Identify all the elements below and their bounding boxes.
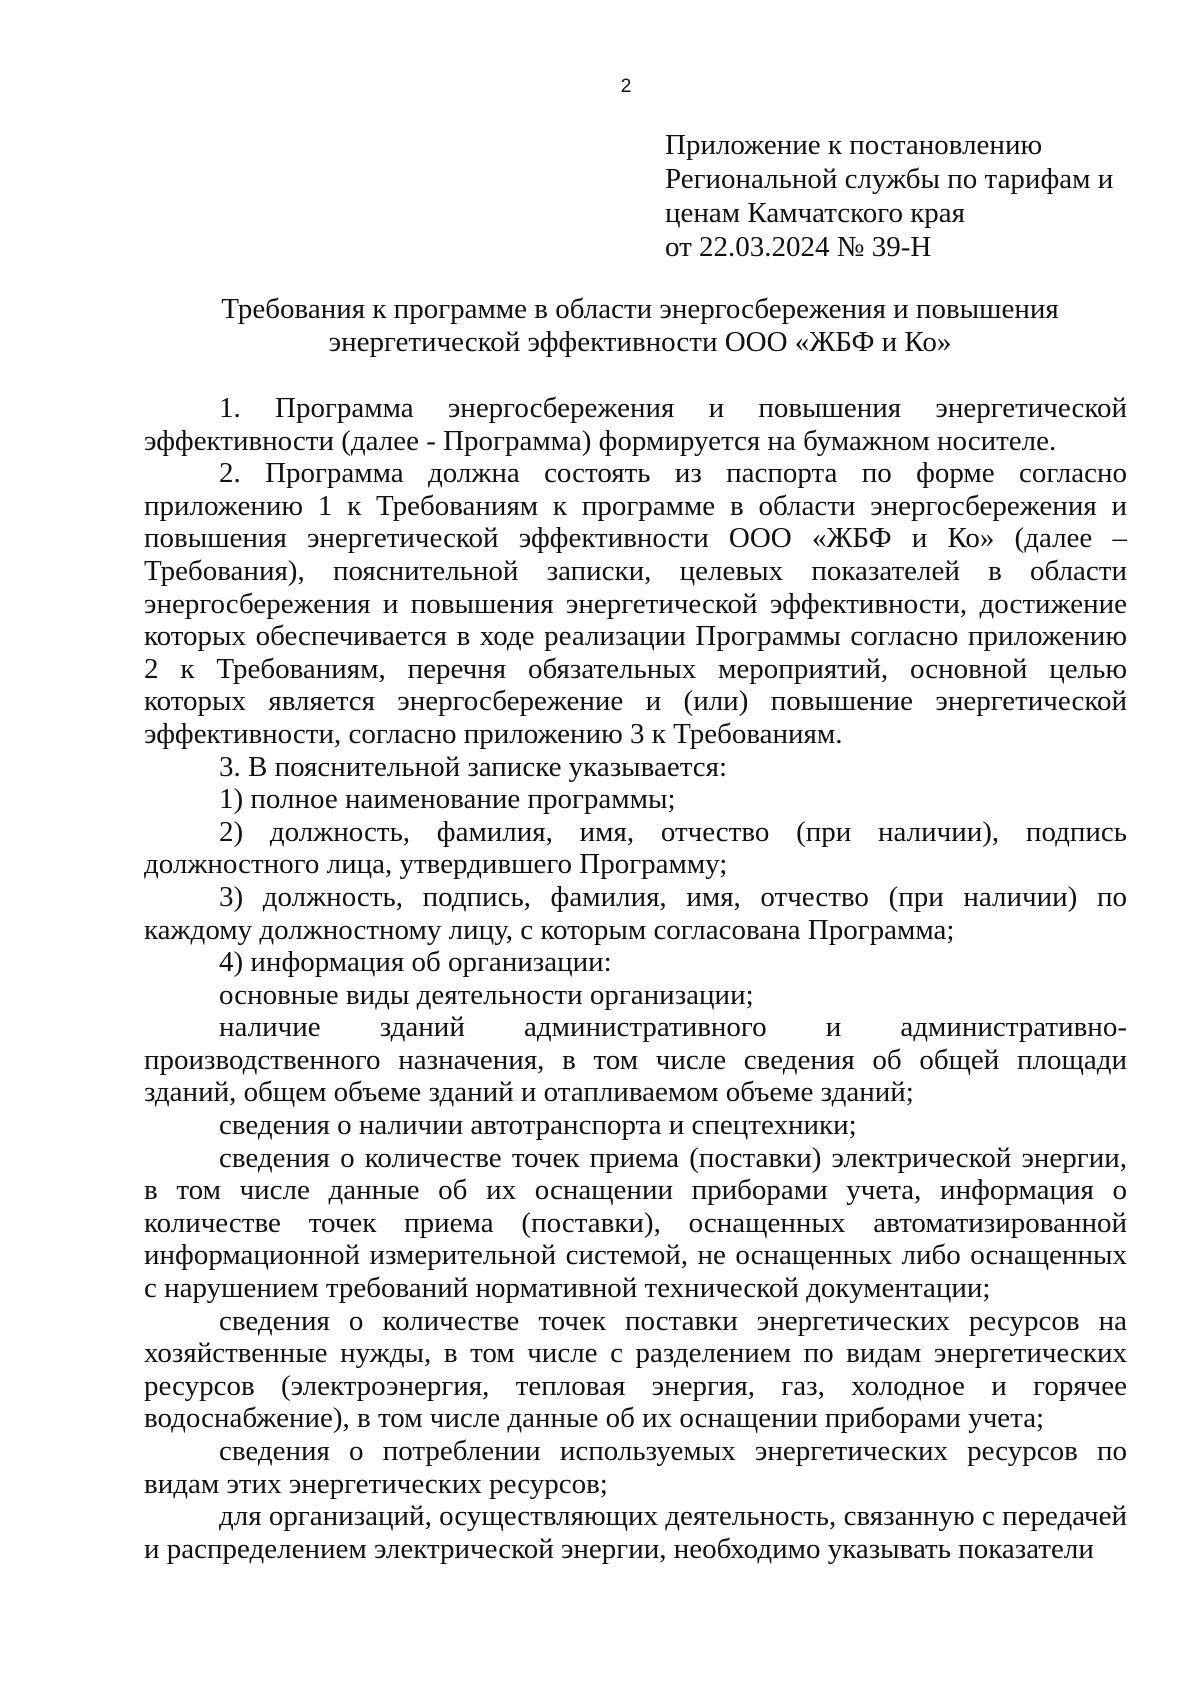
title-line: энергетической эффективности ООО «ЖБФ и Ко» xyxy=(328,326,952,358)
page-number: 2 xyxy=(620,76,632,97)
annex-block xyxy=(665,128,1113,264)
annex-line: Региональной службы по тарифам и xyxy=(665,163,1114,195)
sub-item-electric-points: сведения о количестве точек приема (поставки) электрической энергии, в том числе данные об их оснащении приборами учета, информация о количестве точек приема (поставки), оснащенных автоматизированной информационной измерительной системой, не оснащенных либо оснащенных с нарушением требований нормативной технической документации; xyxy=(144,1141,1127,1305)
paragraph-2: 2. Программа должна состоять из паспорта по форме согласно приложению 1 к Требованиям к программе в области энергосбережения и повышения энергетической эффективности ООО «ЖБФ и Ко» (далее – Требования), пояснительной записки, целевых показателей в области энергосбережения и повышения энергетической эффективности, достижение которых обеспечивается в ходе реализации Программы согласно приложению 2 к Требованиям, перечня обязательных мероприятий, основной целью которых является энергосбережение и (или) повышение энергетической эффективности, согласно приложению 3 к Требованиям. xyxy=(144,457,1127,750)
annex-line: от 22.03.2024 № 39-Н xyxy=(665,231,932,263)
list-item-3: 3) должность, подпись, фамилия, имя, отчество (при наличии) по каждому должностному лицу, с которым согласована Программа; xyxy=(144,880,1127,946)
sub-item-supply-points: сведения о количестве точек поставки энергетических ресурсов на хозяйственные нужды, в том числе с разделением по видам энергетических ресурсов (электроэнергия, тепловая энергия, газ, холодное и горячее водоснабжение), в том числе данные об их оснащении приборами учета; xyxy=(144,1304,1127,1435)
sub-item-vehicles: сведения о наличии автотранспорта и спецтехники; xyxy=(219,1109,857,1142)
sub-item-consumption: сведения о потреблении используемых энергетических ресурсов по видам этих энергетических ресурсов; xyxy=(144,1435,1127,1500)
sub-item-buildings: наличие зданий административного и административно-производственного назначения, в том числе сведения об общей площади зданий, общем объеме зданий и отапливаемом объеме зданий; xyxy=(144,1011,1127,1109)
annex-line: ценам Камчатского края xyxy=(665,197,966,229)
paragraph-1: 1. Программа энергосбережения и повышения энергетической эффективности (далее - Программа) формируется на бумажном носителе. xyxy=(144,392,1127,457)
list-item-1: 1) полное наименование программы; xyxy=(219,783,676,816)
paragraph-3: 3. В пояснительной записке указывается: xyxy=(219,750,727,783)
title-line: Требования к программе в области энергосбережения и повышения xyxy=(221,293,1059,325)
list-item-2: 2) должность, фамилия, имя, отчество (при наличии), подпись должностного лица, утвердившего Программу; xyxy=(144,815,1127,881)
sub-item-transmission: для организаций, осуществляющих деятельность, связанную с передачей и распределением электрической энергии, необходимо указывать показатели xyxy=(144,1500,1127,1565)
list-item-4: 4) информация об организации: xyxy=(219,946,612,979)
document-body xyxy=(144,392,1127,1565)
annex-line: Приложение к постановлению xyxy=(665,129,1043,161)
sub-item-activities: основные виды деятельности организации; xyxy=(219,978,754,1011)
document-title xyxy=(140,293,1140,359)
